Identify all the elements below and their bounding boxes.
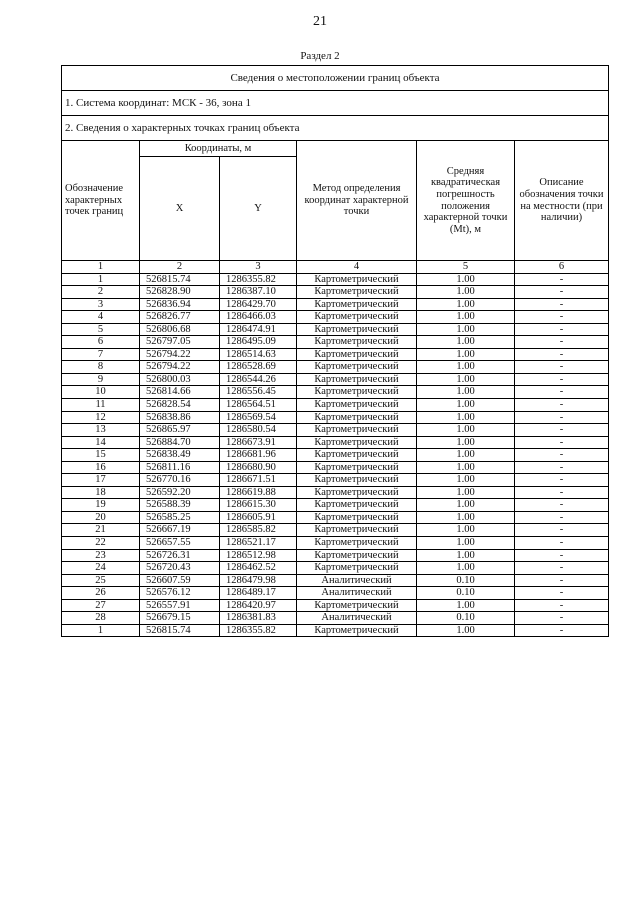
table-row xyxy=(62,424,609,437)
cell-method: Картометрический xyxy=(297,311,417,324)
cell-y-coordinate: 1286556.45 xyxy=(220,386,297,399)
cell-x-coordinate: 526667.19 xyxy=(140,524,220,537)
cell-x-coordinate: 526815.74 xyxy=(140,624,220,637)
table-row xyxy=(62,361,609,374)
cell-x-coordinate: 526797.05 xyxy=(140,336,220,349)
cell-point-number: 13 xyxy=(62,424,140,437)
cell-mt-error: 1.00 xyxy=(417,599,515,612)
cell-y-coordinate: 1286619.88 xyxy=(220,486,297,499)
cell-description: - xyxy=(515,562,609,575)
cell-x-coordinate: 526794.22 xyxy=(140,348,220,361)
cell-x-coordinate: 526585.25 xyxy=(140,511,220,524)
table-row xyxy=(62,562,609,575)
cell-x-coordinate: 526592.20 xyxy=(140,486,220,499)
cell-y-coordinate: 1286429.70 xyxy=(220,298,297,311)
table-row xyxy=(62,574,609,587)
cell-method: Аналитический xyxy=(297,574,417,587)
table-row xyxy=(62,286,609,299)
header-error: Средняя квадратическая погрешность положения характерной точки (Mt), м xyxy=(417,141,515,261)
cell-point-number: 27 xyxy=(62,599,140,612)
cell-description: - xyxy=(515,286,609,299)
cell-x-coordinate: 526576.12 xyxy=(140,587,220,600)
coordinate-system: 1. Система координат: МСК - 36, зона 1 xyxy=(62,91,609,116)
table-row xyxy=(62,499,609,512)
cell-method: Картометрический xyxy=(297,273,417,286)
table-row xyxy=(62,612,609,625)
cell-method: Картометрический xyxy=(297,386,417,399)
column-number: 4 xyxy=(297,261,417,274)
table-row xyxy=(62,537,609,550)
cell-method: Картометрический xyxy=(297,461,417,474)
column-number: 6 xyxy=(515,261,609,274)
cell-description: - xyxy=(515,336,609,349)
cell-point-number: 22 xyxy=(62,537,140,550)
table-row xyxy=(62,587,609,600)
column-number: 3 xyxy=(220,261,297,274)
cell-point-number: 2 xyxy=(62,286,140,299)
cell-point-number: 7 xyxy=(62,348,140,361)
cell-x-coordinate: 526770.16 xyxy=(140,474,220,487)
cell-description: - xyxy=(515,298,609,311)
cell-method: Картометрический xyxy=(297,449,417,462)
column-number: 5 xyxy=(417,261,515,274)
cell-method: Картометрический xyxy=(297,286,417,299)
cell-description: - xyxy=(515,599,609,612)
table-row xyxy=(62,436,609,449)
cell-x-coordinate: 526679.15 xyxy=(140,612,220,625)
cell-mt-error: 1.00 xyxy=(417,298,515,311)
cell-y-coordinate: 1286521.17 xyxy=(220,537,297,550)
cell-mt-error: 0.10 xyxy=(417,574,515,587)
cell-mt-error: 1.00 xyxy=(417,311,515,324)
cell-x-coordinate: 526814.66 xyxy=(140,386,220,399)
cell-x-coordinate: 526884.70 xyxy=(140,436,220,449)
cell-description: - xyxy=(515,499,609,512)
cell-method: Картометрический xyxy=(297,336,417,349)
cell-y-coordinate: 1286489.17 xyxy=(220,587,297,600)
cell-description: - xyxy=(515,399,609,412)
cell-description: - xyxy=(515,373,609,386)
cell-mt-error: 0.10 xyxy=(417,587,515,600)
cell-method: Картометрический xyxy=(297,499,417,512)
cell-point-number: 23 xyxy=(62,549,140,562)
cell-point-number: 18 xyxy=(62,486,140,499)
cell-x-coordinate: 526794.22 xyxy=(140,361,220,374)
cell-point-number: 1 xyxy=(62,624,140,637)
table-row xyxy=(62,348,609,361)
table-row xyxy=(62,624,609,637)
cell-point-number: 3 xyxy=(62,298,140,311)
cell-description: - xyxy=(515,486,609,499)
cell-method: Картометрический xyxy=(297,424,417,437)
cell-mt-error: 0.10 xyxy=(417,612,515,625)
cell-mt-error: 1.00 xyxy=(417,361,515,374)
page-number: 21 xyxy=(313,14,327,29)
section-label: Раздел 2 xyxy=(300,50,340,62)
table-row xyxy=(62,449,609,462)
cell-description: - xyxy=(515,511,609,524)
cell-x-coordinate: 526828.90 xyxy=(140,286,220,299)
cell-description: - xyxy=(515,612,609,625)
table-row xyxy=(62,311,609,324)
cell-description: - xyxy=(515,537,609,550)
table-row xyxy=(62,411,609,424)
cell-x-coordinate: 526726.31 xyxy=(140,549,220,562)
cell-y-coordinate: 1286681.96 xyxy=(220,449,297,462)
cell-y-coordinate: 1286514.63 xyxy=(220,348,297,361)
cell-y-coordinate: 1286355.82 xyxy=(220,624,297,637)
cell-method: Аналитический xyxy=(297,587,417,600)
cell-mt-error: 1.00 xyxy=(417,411,515,424)
cell-description: - xyxy=(515,436,609,449)
cell-mt-error: 1.00 xyxy=(417,273,515,286)
cell-y-coordinate: 1286615.30 xyxy=(220,499,297,512)
points-heading: 2. Сведения о характерных точках границ объекта xyxy=(62,116,609,141)
cell-point-number: 1 xyxy=(62,273,140,286)
cell-point-number: 24 xyxy=(62,562,140,575)
cell-mt-error: 1.00 xyxy=(417,474,515,487)
cell-point-number: 9 xyxy=(62,373,140,386)
cell-y-coordinate: 1286680.90 xyxy=(220,461,297,474)
header-y: Y xyxy=(220,157,297,261)
cell-description: - xyxy=(515,574,609,587)
cell-method: Картометрический xyxy=(297,599,417,612)
cell-method: Картометрический xyxy=(297,474,417,487)
cell-y-coordinate: 1286474.91 xyxy=(220,323,297,336)
cell-method: Картометрический xyxy=(297,537,417,550)
cell-mt-error: 1.00 xyxy=(417,499,515,512)
cell-y-coordinate: 1286420.97 xyxy=(220,599,297,612)
cell-x-coordinate: 526836.94 xyxy=(140,298,220,311)
cell-description: - xyxy=(515,424,609,437)
table-row xyxy=(62,386,609,399)
cell-y-coordinate: 1286462.52 xyxy=(220,562,297,575)
cell-x-coordinate: 526557.91 xyxy=(140,599,220,612)
cell-method: Картометрический xyxy=(297,411,417,424)
table-row xyxy=(62,511,609,524)
cell-y-coordinate: 1286466.03 xyxy=(220,311,297,324)
cell-method: Картометрический xyxy=(297,562,417,575)
cell-y-coordinate: 1286479.98 xyxy=(220,574,297,587)
cell-point-number: 14 xyxy=(62,436,140,449)
cell-point-number: 15 xyxy=(62,449,140,462)
cell-x-coordinate: 526826.77 xyxy=(140,311,220,324)
cell-y-coordinate: 1286512.98 xyxy=(220,549,297,562)
cell-mt-error: 1.00 xyxy=(417,461,515,474)
table-row xyxy=(62,399,609,412)
cell-description: - xyxy=(515,549,609,562)
cell-description: - xyxy=(515,323,609,336)
table-row xyxy=(62,373,609,386)
cell-description: - xyxy=(515,624,609,637)
cell-method: Картометрический xyxy=(297,373,417,386)
cell-method: Картометрический xyxy=(297,549,417,562)
table-row xyxy=(62,549,609,562)
cell-point-number: 12 xyxy=(62,411,140,424)
table-row xyxy=(62,461,609,474)
cell-point-number: 10 xyxy=(62,386,140,399)
cell-mt-error: 1.00 xyxy=(417,373,515,386)
header-method: Метод определения координат характерной точки xyxy=(297,141,417,261)
cell-point-number: 25 xyxy=(62,574,140,587)
cell-method: Картометрический xyxy=(297,298,417,311)
header-coordinates: Координаты, м xyxy=(140,141,297,157)
cell-x-coordinate: 526588.39 xyxy=(140,499,220,512)
cell-point-number: 26 xyxy=(62,587,140,600)
cell-description: - xyxy=(515,348,609,361)
column-number: 2 xyxy=(140,261,220,274)
table-row xyxy=(62,298,609,311)
cell-method: Картометрический xyxy=(297,323,417,336)
cell-x-coordinate: 526607.59 xyxy=(140,574,220,587)
table-row xyxy=(62,486,609,499)
cell-point-number: 5 xyxy=(62,323,140,336)
cell-mt-error: 1.00 xyxy=(417,323,515,336)
cell-y-coordinate: 1286585.82 xyxy=(220,524,297,537)
cell-description: - xyxy=(515,386,609,399)
cell-description: - xyxy=(515,311,609,324)
cell-y-coordinate: 1286580.54 xyxy=(220,424,297,437)
cell-mt-error: 1.00 xyxy=(417,624,515,637)
cell-description: - xyxy=(515,411,609,424)
cell-x-coordinate: 526838.86 xyxy=(140,411,220,424)
cell-mt-error: 1.00 xyxy=(417,537,515,550)
cell-mt-error: 1.00 xyxy=(417,286,515,299)
cell-method: Картометрический xyxy=(297,436,417,449)
cell-mt-error: 1.00 xyxy=(417,524,515,537)
cell-method: Картометрический xyxy=(297,361,417,374)
cell-mt-error: 1.00 xyxy=(417,436,515,449)
cell-x-coordinate: 526811.16 xyxy=(140,461,220,474)
cell-method: Картометрический xyxy=(297,524,417,537)
cell-point-number: 11 xyxy=(62,399,140,412)
cell-description: - xyxy=(515,524,609,537)
cell-y-coordinate: 1286381.83 xyxy=(220,612,297,625)
cell-description: - xyxy=(515,273,609,286)
cell-y-coordinate: 1286605.91 xyxy=(220,511,297,524)
cell-mt-error: 1.00 xyxy=(417,511,515,524)
cell-method: Картометрический xyxy=(297,399,417,412)
cell-x-coordinate: 526838.49 xyxy=(140,449,220,462)
cell-point-number: 17 xyxy=(62,474,140,487)
cell-description: - xyxy=(515,449,609,462)
cell-mt-error: 1.00 xyxy=(417,486,515,499)
cell-x-coordinate: 526657.55 xyxy=(140,537,220,550)
cell-mt-error: 1.00 xyxy=(417,336,515,349)
cell-y-coordinate: 1286495.09 xyxy=(220,336,297,349)
cell-description: - xyxy=(515,474,609,487)
cell-y-coordinate: 1286569.54 xyxy=(220,411,297,424)
header-description: Описание обозначения точки на местности (при наличии) xyxy=(515,141,609,261)
cell-method: Аналитический xyxy=(297,612,417,625)
cell-y-coordinate: 1286673.91 xyxy=(220,436,297,449)
cell-method: Картометрический xyxy=(297,624,417,637)
cell-x-coordinate: 526806.68 xyxy=(140,323,220,336)
cell-mt-error: 1.00 xyxy=(417,549,515,562)
cell-y-coordinate: 1286544.26 xyxy=(220,373,297,386)
cell-y-coordinate: 1286564.51 xyxy=(220,399,297,412)
cell-x-coordinate: 526865.97 xyxy=(140,424,220,437)
column-number: 1 xyxy=(62,261,140,274)
cell-x-coordinate: 526828.54 xyxy=(140,399,220,412)
cell-point-number: 19 xyxy=(62,499,140,512)
cell-method: Картометрический xyxy=(297,348,417,361)
table-row xyxy=(62,474,609,487)
cell-mt-error: 1.00 xyxy=(417,562,515,575)
cell-description: - xyxy=(515,361,609,374)
cell-y-coordinate: 1286528.69 xyxy=(220,361,297,374)
cell-x-coordinate: 526720.43 xyxy=(140,562,220,575)
table-title: Сведения о местоположении границ объекта xyxy=(62,66,609,91)
table-row xyxy=(62,336,609,349)
cell-y-coordinate: 1286387.10 xyxy=(220,286,297,299)
table-row xyxy=(62,323,609,336)
table-row xyxy=(62,599,609,612)
cell-point-number: 6 xyxy=(62,336,140,349)
cell-point-number: 4 xyxy=(62,311,140,324)
cell-method: Картометрический xyxy=(297,511,417,524)
table-row xyxy=(62,524,609,537)
header-point-designation: Обозначение характерных точек границ xyxy=(62,141,140,261)
cell-method: Картометрический xyxy=(297,486,417,499)
cell-y-coordinate: 1286671.51 xyxy=(220,474,297,487)
cell-mt-error: 1.00 xyxy=(417,399,515,412)
cell-point-number: 28 xyxy=(62,612,140,625)
cell-point-number: 20 xyxy=(62,511,140,524)
table-row xyxy=(62,273,609,286)
cell-mt-error: 1.00 xyxy=(417,386,515,399)
cell-mt-error: 1.00 xyxy=(417,449,515,462)
cell-y-coordinate: 1286355.82 xyxy=(220,273,297,286)
cell-description: - xyxy=(515,461,609,474)
cell-point-number: 8 xyxy=(62,361,140,374)
cell-point-number: 21 xyxy=(62,524,140,537)
boundary-points-table xyxy=(61,65,609,637)
cell-x-coordinate: 526815.74 xyxy=(140,273,220,286)
cell-x-coordinate: 526800.03 xyxy=(140,373,220,386)
cell-mt-error: 1.00 xyxy=(417,424,515,437)
cell-description: - xyxy=(515,587,609,600)
header-x: X xyxy=(140,157,220,261)
cell-point-number: 16 xyxy=(62,461,140,474)
cell-mt-error: 1.00 xyxy=(417,348,515,361)
